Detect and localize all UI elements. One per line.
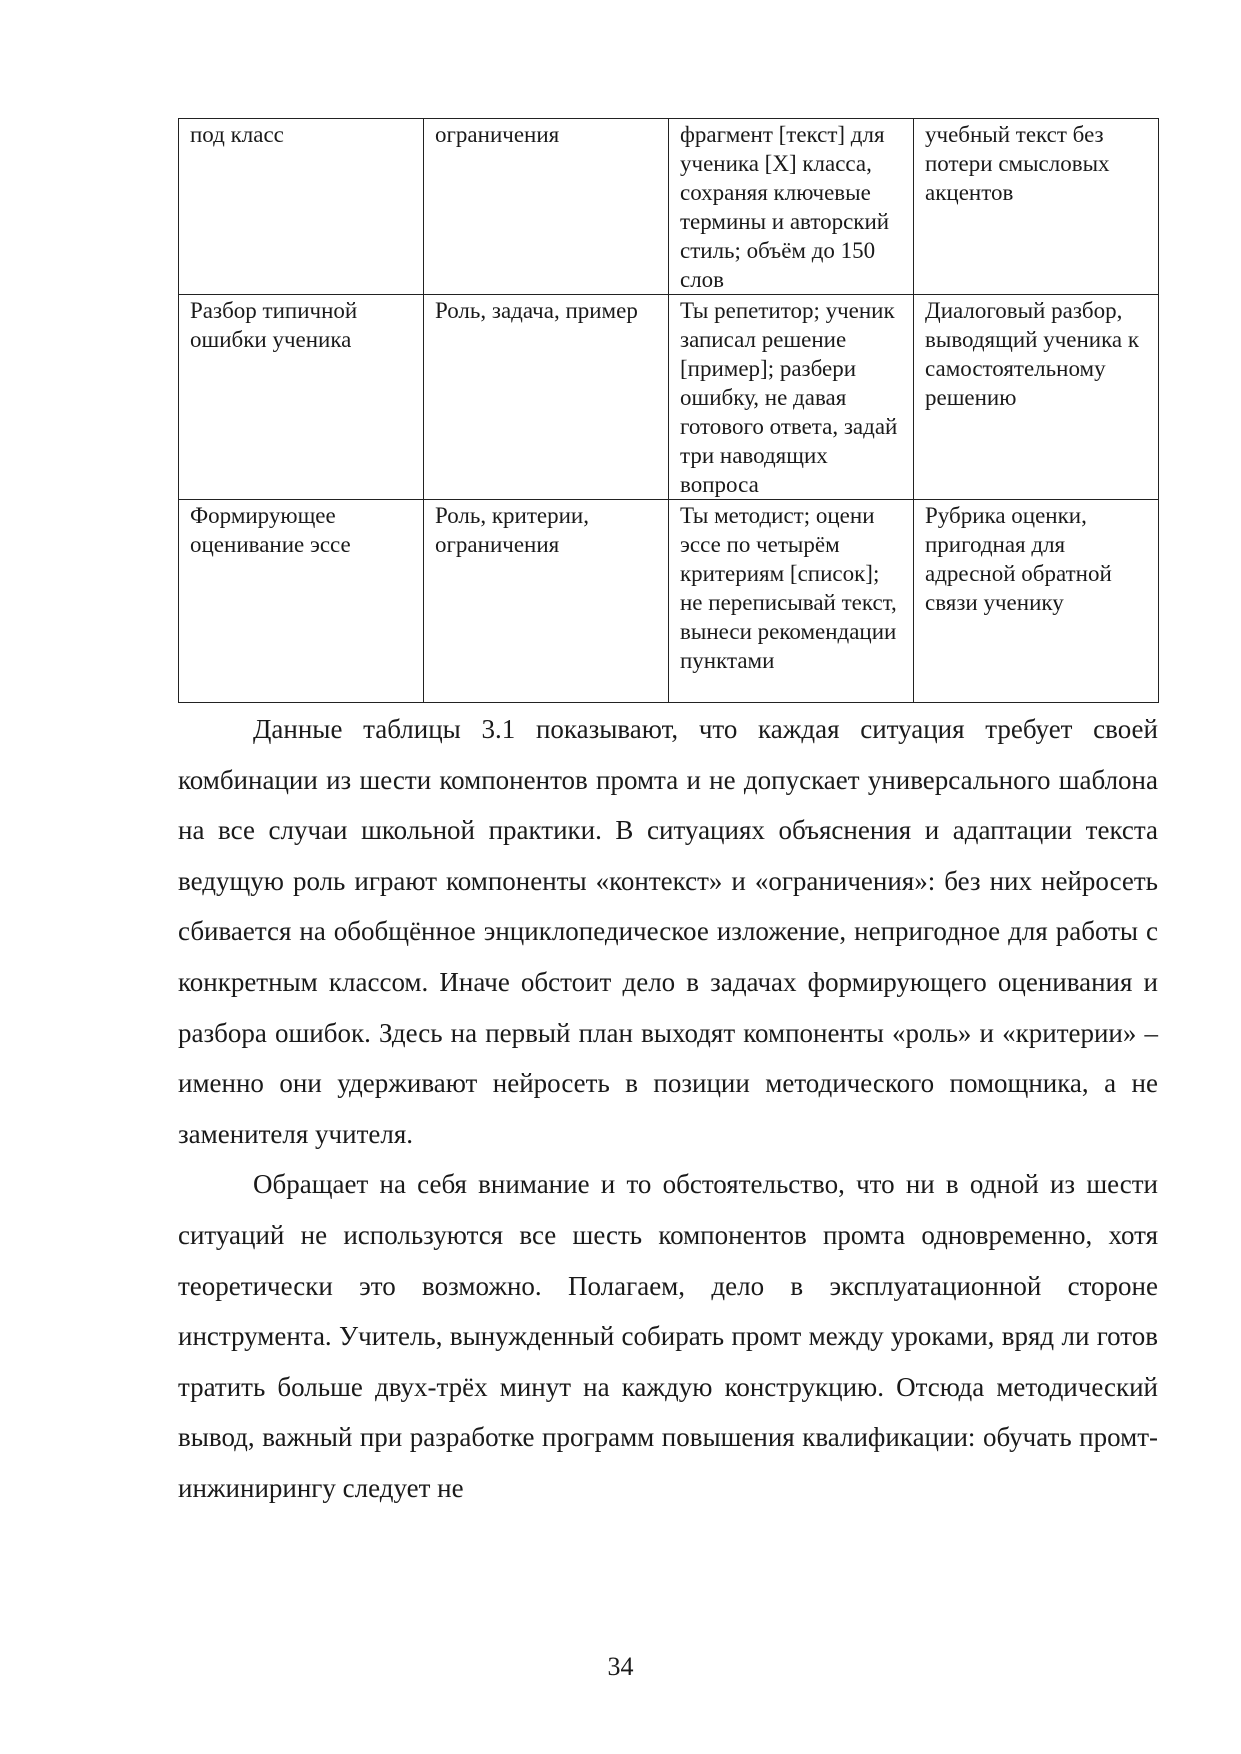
table-cell: фрагмент [текст] для ученика [X] класса, сохраняя ключевые термины и авторский стиль; объём до 150 слов [669,119,914,295]
table-cell: Ты репетитор; ученик записал решение [пример]; разбери ошибку, не давая готового ответа, задай три наводящих вопроса [669,295,914,500]
table-cell: ограничения [424,119,669,295]
table-cell: Разбор типичной ошибки ученика [179,295,424,500]
table-cell: под класс [179,119,424,295]
table-row [179,119,1159,295]
table-row [179,295,1159,500]
body-paragraph: Данные таблицы 3.1 показывают, что каждая ситуация требует своей комбинации из шести компонентов промта и не допускает универсального шаблона на все случаи школьной практики. В ситуациях объяснения и адаптации текста ведущую роль играют компоненты «контекст» и «ограничения»: без них нейросеть сбивается на обобщённое энциклопедическое изложение, непригодное для работы с конкретным классом. Иначе обстоит дело в задачах формирующего оценивания и разбора ошибок. Здесь на первый план выходят компоненты «роль» и «критерии» – именно они удерживают нейросеть в позиции методического помощника, а не заменителя учителя. [178,714,1158,1149]
components-table-continuation [178,118,1159,703]
page-body [178,118,1158,1514]
table-cell: Формирующее оценивание эссе [179,500,424,703]
body-paragraph: Обращает на себя внимание и то обстоятельство, что ни в одной из шести ситуаций не используются все шесть компонентов промта одновременно, хотя теоретически это возможно. Полагаем, дело в эксплуатационной стороне инструмента. Учитель, вынужденный собирать промт между уроками, вряд ли готов тратить больше двух-трёх минут на каждую конструкцию. Отсюда методический вывод, важный при разработке программ повышения квалификации: обучать промт-инжинирингу следует не [178,1169,1158,1503]
table-cell: Роль, задача, пример [424,295,669,500]
page-number: 34 [607,1652,634,1681]
table-cell: Рубрика оценки, пригодная для адресной обратной связи ученику [914,500,1159,703]
table-cell: учебный текст без потери смысловых акцентов [914,119,1159,295]
table-cell: Ты методист; оцени эссе по четырём критериям [список]; не переписывай текст, вынеси рекомендации пунктами [669,500,914,703]
table-cell: Роль, критерии, ограничения [424,500,669,703]
table-row [179,500,1159,703]
table-cell: Диалоговый разбор, выводящий ученика к самостоятельному решению [914,295,1159,500]
